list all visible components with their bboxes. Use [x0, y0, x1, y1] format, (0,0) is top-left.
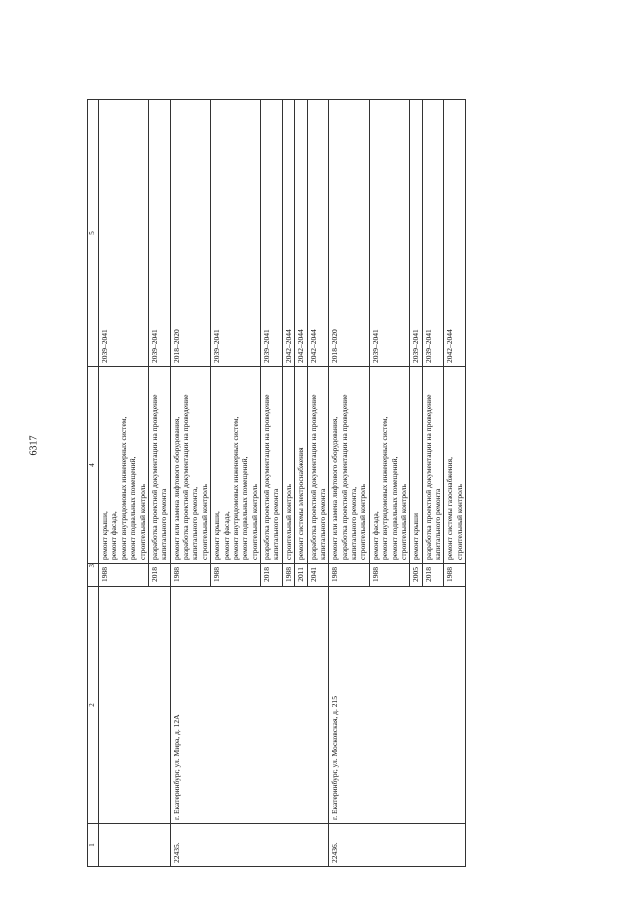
record-number: 22436.: [329, 824, 466, 867]
year-cell: 1988: [444, 564, 466, 587]
table-row: [99, 100, 149, 867]
year-cell: 2041: [307, 564, 329, 587]
work-cell: разработка проектной документации на проведение капитального ремонта: [422, 367, 444, 564]
column-header-4: 4: [88, 367, 99, 564]
work-cell: строительный контроль: [282, 367, 294, 564]
work-cell: ремонт крыши, ремонт фасада, ремонт внутридомовых инженерных систем, ремонт подвальных помещений, строительный контроль: [99, 367, 149, 564]
year-cell: 1988: [170, 564, 211, 587]
column-header-1: 1: [88, 824, 99, 867]
year-cell: 2018: [261, 564, 283, 587]
period-cell: 2039–2041: [369, 100, 410, 367]
column-header-5: 5: [88, 100, 99, 367]
period-cell: 2039–2041: [99, 100, 149, 367]
period-cell: 2042–2044: [282, 100, 294, 367]
header-row: [88, 100, 99, 867]
period-cell: 2018–2020: [329, 100, 370, 367]
year-cell: 1988: [369, 564, 410, 587]
year-cell: 2005: [410, 564, 422, 587]
address-cell: [99, 587, 171, 824]
address-cell: г. Екатеринбург, ул. Московская, д. 215: [329, 587, 466, 824]
year-cell: 1988: [329, 564, 370, 587]
column-header-2: 2: [88, 587, 99, 824]
work-cell: разработка проектной документации на проведение капитального ремонта: [307, 367, 329, 564]
year-cell: 2011: [295, 564, 307, 587]
year-cell: 1988: [282, 564, 294, 587]
record-number: 22435.: [170, 824, 329, 867]
rotated-table-container: [87, 105, 554, 867]
work-cell: разработка проектной документации на проведение капитального ремонта: [261, 367, 283, 564]
period-cell: 2039–2041: [422, 100, 444, 367]
period-cell: 2039–2041: [211, 100, 261, 367]
address-cell: г. Екатеринбург, ул. Мира, д. 12А: [170, 587, 329, 824]
page-number: 6317: [28, 435, 40, 456]
year-cell: 1988: [99, 564, 149, 587]
work-cell: ремонт крыши: [410, 367, 422, 564]
period-cell: 2039–2041: [261, 100, 283, 367]
record-number: [99, 824, 171, 867]
capital-repair-table: [87, 99, 466, 867]
work-cell: разработка проектной документации на проведение капитального ремонта: [148, 367, 170, 564]
table-row: [329, 100, 370, 867]
work-cell: ремонт или замена лифтового оборудования, разработка проектной документации на проведение капитального ремонта, строительный контроль: [329, 367, 370, 564]
year-cell: 2018: [422, 564, 444, 587]
year-cell: 1988: [211, 564, 261, 587]
work-cell: ремонт крыши, ремонт фасада, ремонт внутридомовых инженерных систем, ремонт подвальных помещений, строительный контроль: [211, 367, 261, 564]
work-cell: ремонт фасада, ремонт внутридомовых инженерных систем, ремонт подвальных помещений, строительный контроль: [369, 367, 410, 564]
table-row: [170, 100, 211, 867]
work-cell: ремонт системы электроснабжения: [295, 367, 307, 564]
work-cell: ремонт или замена лифтового оборудования, разработка проектной документации на проведение капитального ремонта, строительный контроль: [170, 367, 211, 564]
column-header-3: 3: [88, 564, 99, 587]
period-cell: 2042–2044: [444, 100, 466, 367]
work-cell: ремонт системы газоснабжения, строительный контроль: [444, 367, 466, 564]
period-cell: 2042–2044: [307, 100, 329, 367]
period-cell: 2042–2044: [295, 100, 307, 367]
year-cell: 2018: [148, 564, 170, 587]
period-cell: 2039–2041: [148, 100, 170, 367]
period-cell: 2039–2041: [410, 100, 422, 367]
period-cell: 2018–2020: [170, 100, 211, 367]
